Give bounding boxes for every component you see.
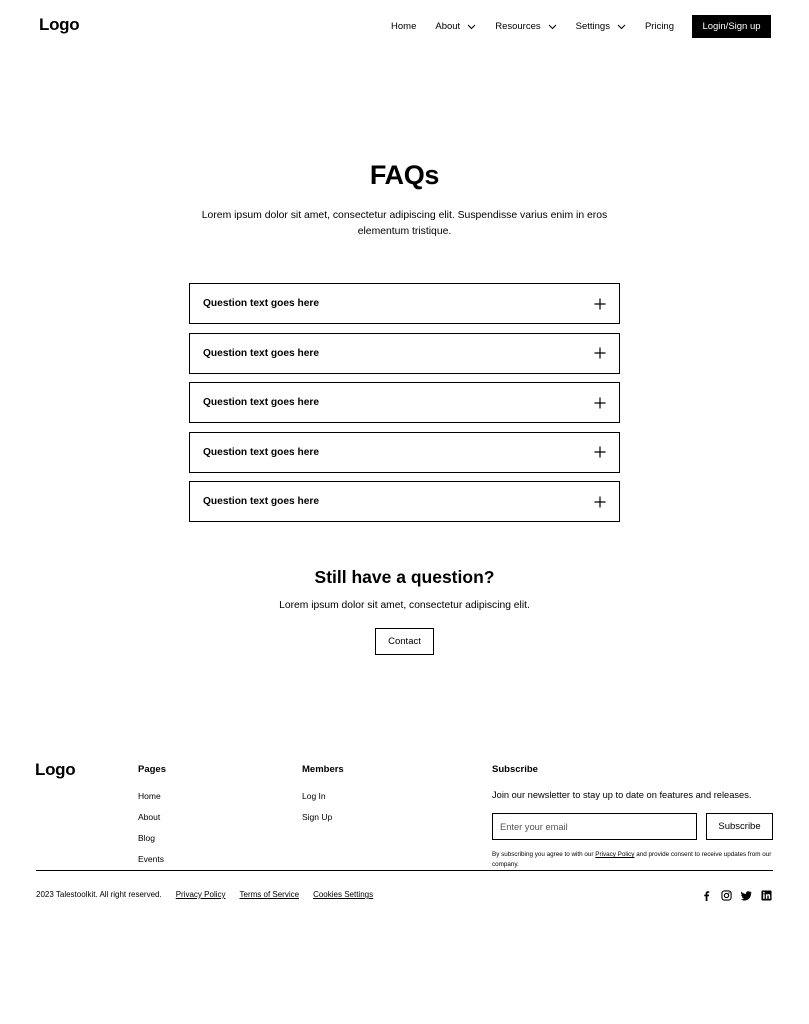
social-links [692,890,772,901]
faq-item[interactable] [189,333,620,374]
faq-title: FAQs [369,160,440,190]
header-logo[interactable]: Logo [39,15,80,34]
plus-icon[interactable] [594,397,606,409]
chevron-down-icon [548,22,557,31]
footer-link-blog[interactable]: Blog [138,833,156,843]
twitter-icon[interactable] [741,890,752,901]
faq-list [189,283,620,531]
consent-text [492,850,772,870]
faq-item[interactable] [189,432,620,473]
footer-pages-column [138,764,166,875]
chevron-down-icon [467,22,476,31]
footer-link-login[interactable]: Log In [302,791,326,801]
instagram-icon[interactable] [721,890,732,901]
login-signup-button[interactable]: Login/Sign up [692,15,771,38]
faq-question: Question text goes here [203,446,320,458]
linkedin-icon[interactable] [761,890,772,901]
footer-link-about[interactable]: About [138,812,161,822]
still-question-description: Lorem ipsum dolor sit amet, consectetur adipiscing elit. [279,600,530,611]
plus-icon[interactable] [594,298,606,310]
footer-divider [36,870,773,871]
nav-resources-label: Resources [495,21,541,32]
footer-subscribe-column [492,764,773,870]
chevron-down-icon [617,22,626,31]
site-header [0,0,809,52]
faq-item[interactable] [189,481,620,522]
faq-question: Question text goes here [203,347,320,359]
nav-about-label: About [435,21,461,32]
nav-about[interactable] [435,21,476,32]
contact-button[interactable]: Contact [375,628,434,655]
cookies-settings-link[interactable]: Cookies Settings [313,890,374,899]
nav-pricing[interactable] [645,21,674,32]
privacy-policy-link[interactable]: Privacy Policy [175,890,226,899]
plus-icon[interactable] [594,496,606,508]
plus-icon[interactable] [594,347,606,359]
faq-description: Lorem ipsum dolor sit amet, consectetur adipiscing elit. Suspendisse varius enim in eros elementum tristique. [201,210,608,237]
subscribe-form [492,813,773,840]
consent-text-before: By subscribing you agree to with our [492,851,596,858]
consent-text-after: and provide consent to receive updates from our company. [492,851,772,868]
nav-resources[interactable] [495,21,556,32]
nav-pricing-label: Pricing [644,21,674,32]
footer-logo[interactable]: Logo [35,760,76,779]
faq-question: Question text goes here [203,397,320,408]
facebook-icon[interactable] [701,890,712,901]
footer-link-signup[interactable]: Sign Up [302,812,333,822]
email-input[interactable] [492,813,697,840]
nav-home[interactable] [391,21,416,32]
footer-members-column [302,764,344,833]
main-nav [391,15,771,38]
copyright-text: 2023 Talestoolkit. All right reserved. [36,890,162,899]
footer-link-home[interactable]: Home [138,791,161,801]
terms-of-service-link[interactable]: Terms of Service [239,890,300,899]
consent-privacy-link[interactable]: Privacy Policy [595,851,635,858]
subscribe-button[interactable]: Subscribe [706,813,773,840]
footer-link-events[interactable]: Events [138,854,164,864]
footer-pages-title: Pages [138,764,166,775]
footer-bottom-bar [36,890,387,899]
footer-subscribe-description: Join our newsletter to stay up to date on features and releases. [492,790,752,800]
nav-home-label: Home [391,21,417,32]
nav-settings[interactable] [576,21,626,32]
faq-question: Question text goes here [203,298,320,309]
faq-question: Question text goes here [203,496,320,507]
plus-icon[interactable] [594,446,606,458]
still-question-title: Still have a question? [314,567,495,587]
footer-subscribe-title: Subscribe [492,764,538,775]
footer-members-title: Members [302,764,344,775]
nav-settings-label: Settings [575,21,610,32]
faq-item[interactable] [189,283,620,324]
faq-item[interactable] [189,382,620,423]
